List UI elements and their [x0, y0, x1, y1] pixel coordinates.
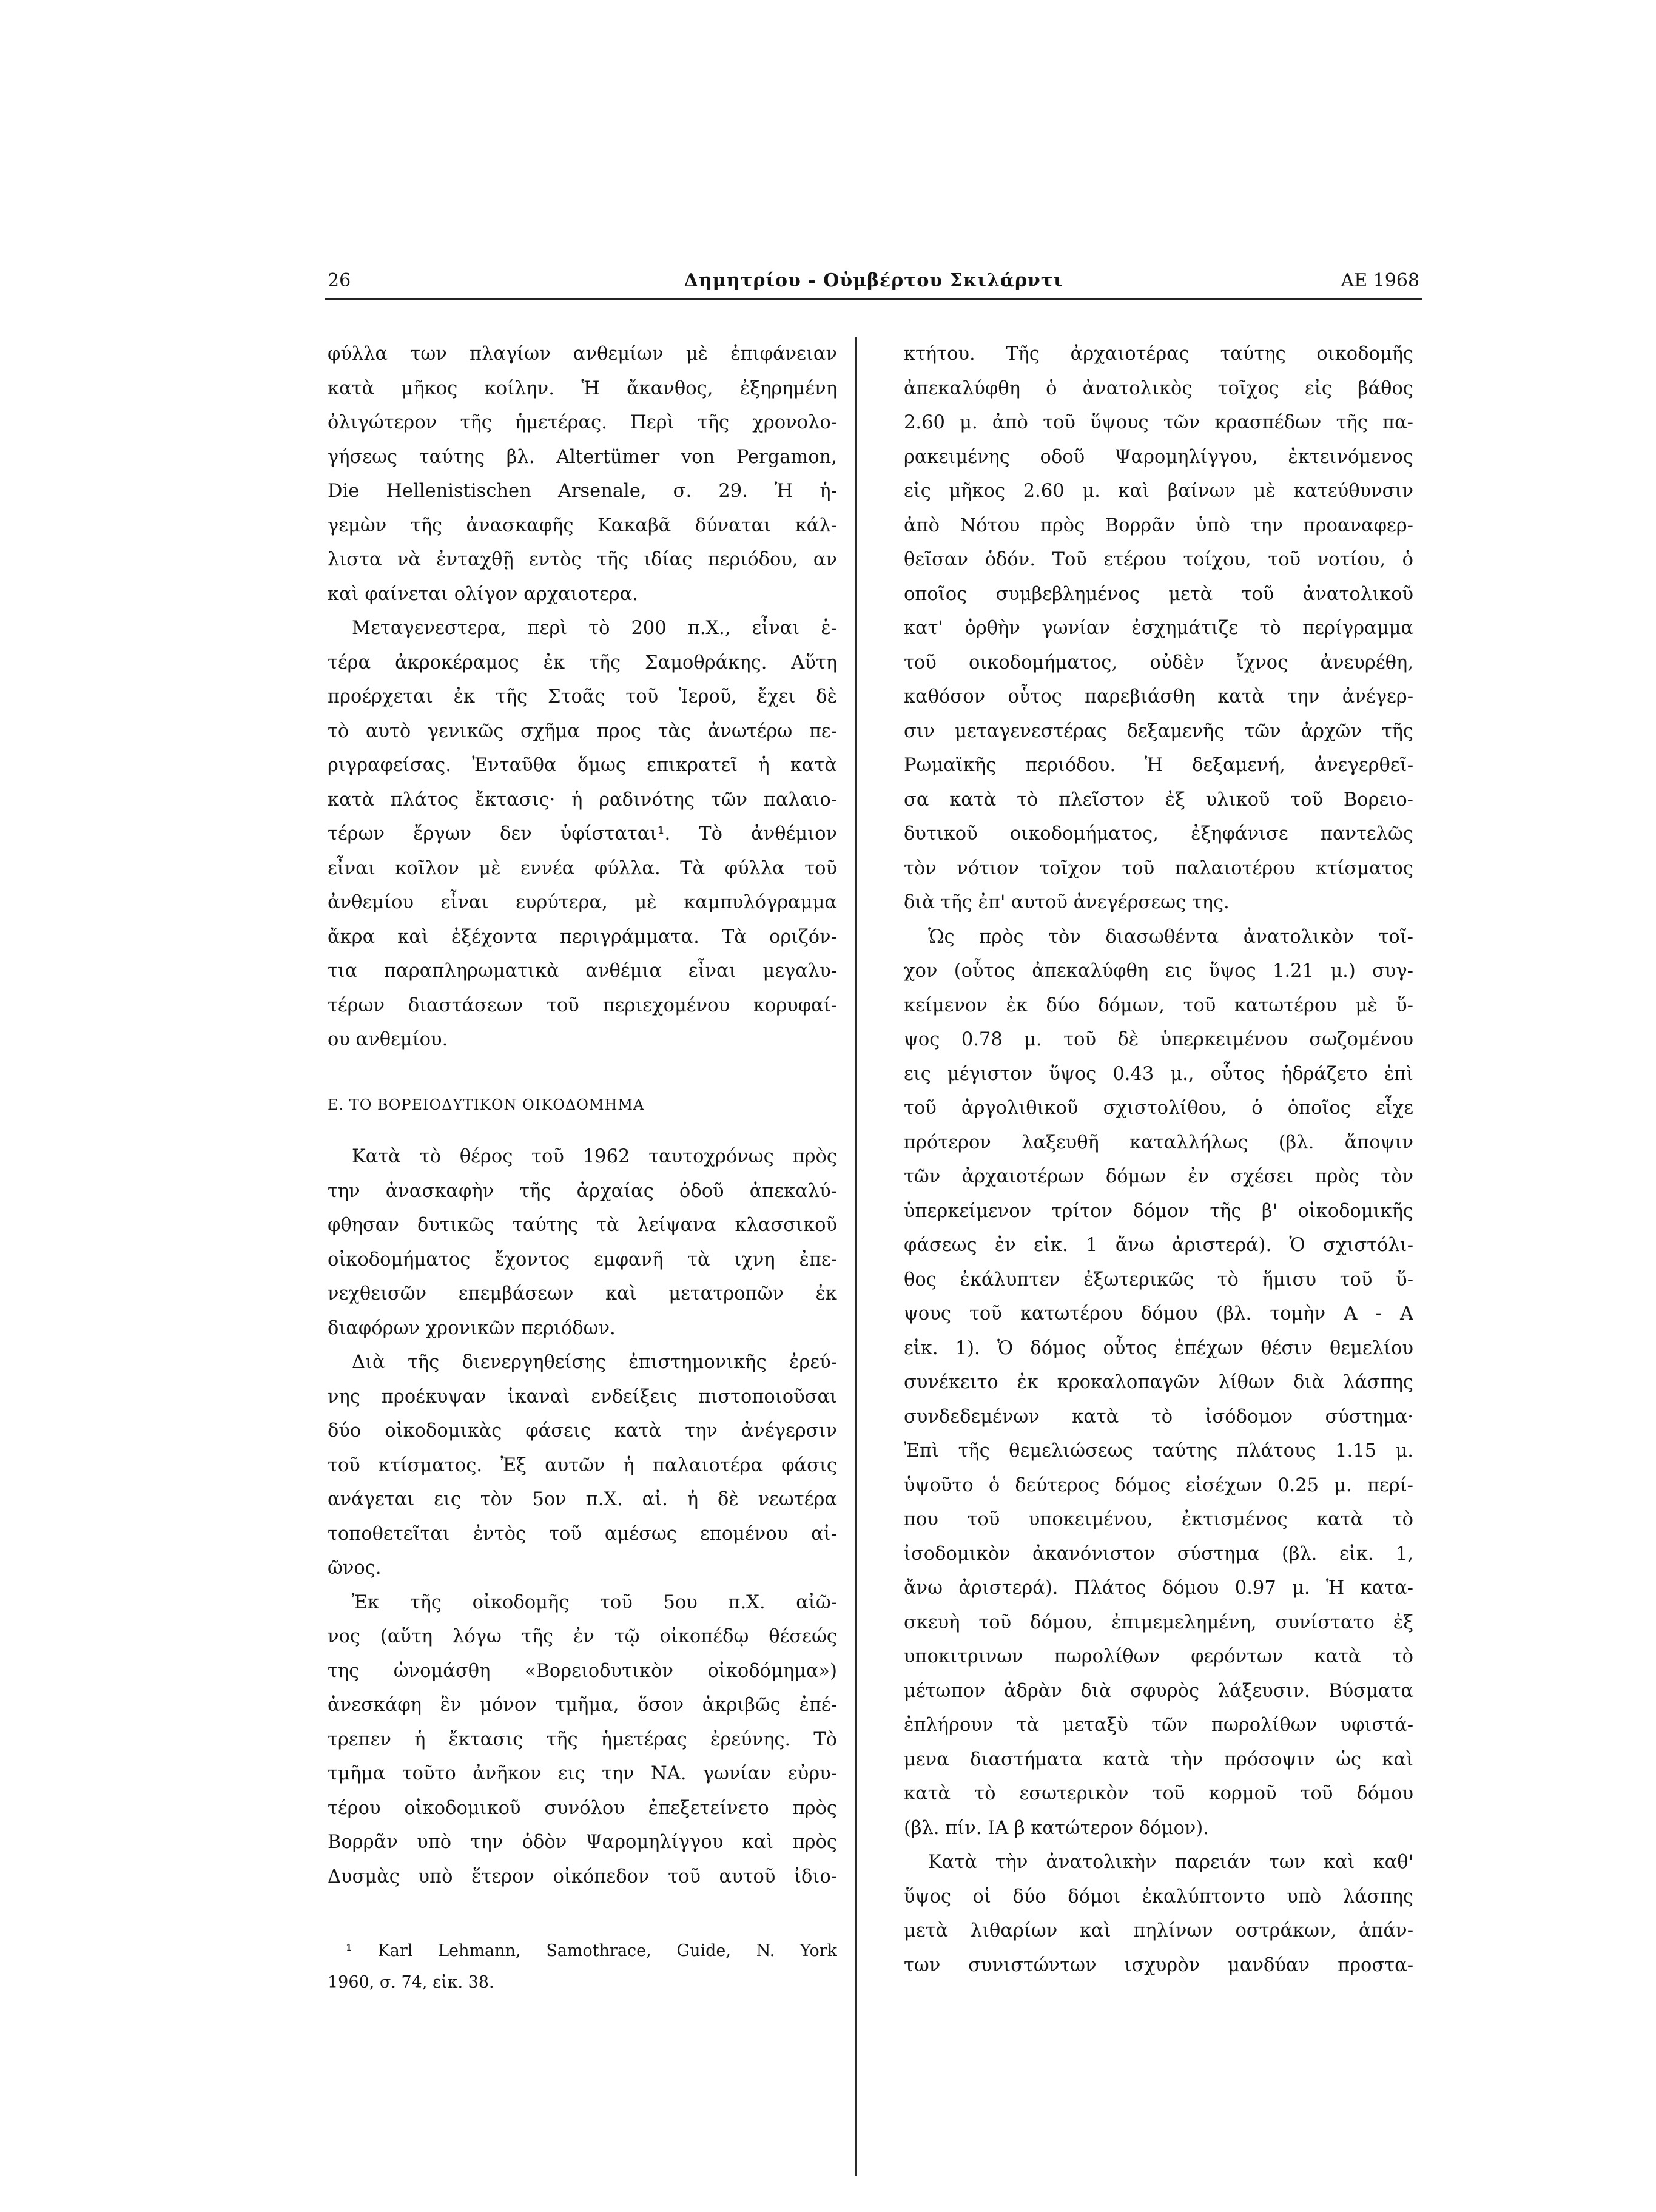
text-line: δυτικοῦ οικοδομήματος, ἐξηφάνισε παντελῶς: [904, 823, 1413, 845]
paragraph: [904, 337, 1413, 920]
text-line: ὑπερκείμενον τρίτον δόμον τῆς β' οἰκοδομικῆς: [904, 1200, 1413, 1222]
text-line: τοῦ ἀργολιθικοῦ σχιστολίθου, ὁ ὁποῖος εἶχε: [904, 1098, 1413, 1119]
text-line: ὕψος οἱ δύο δόμοι ἐκαλύπτοντο υπὸ λάσπης: [904, 1886, 1413, 1907]
text-line: πρότερον λαξευθῆ καταλλήλως (βλ. ἄποψιν: [904, 1131, 1413, 1153]
text-line: τέρων διαστάσεων τοῦ περιεχομένου κορυφαί-: [328, 994, 837, 1016]
text-line: ἀπὸ Νότου πρὸς Βορρᾶν ὑπὸ την προαναφερ-: [904, 514, 1413, 536]
text-line: εις μέγιστον ὕψος 0.43 μ., οὗτος ἡδράζετο ἐπὶ: [904, 1063, 1413, 1085]
paragraph: [328, 1346, 837, 1586]
text-line: τῶν ἀρχαιοτέρων δόμων ἐν σχέσει πρὸς τὸν: [904, 1166, 1413, 1187]
footnote-line: ¹ Karl Lehmann, Samothrace, Guide, N. York: [346, 1941, 837, 1960]
text-line: ὑψοῦτο ὁ δεύτερος δόμος εἰσέχων 0.25 μ. περί-: [904, 1474, 1413, 1496]
text-line: των συνιστώντων ισχυρὸν μανδύαν προστα-: [904, 1954, 1413, 1976]
text-line: Μεταγενεστερα, περὶ τὸ 200 π.Χ., εἶναι ἑ-: [352, 618, 837, 639]
text-line: τέρων ἔργων δεν ὑφίσταται¹. Τὸ ἀνθέμιον: [328, 823, 837, 845]
journal-label: ΑΕ 1968: [1341, 270, 1419, 291]
text-line: οποῖος συμβεβλημένος μετὰ τοῦ ἀνατολικοῦ: [904, 583, 1413, 605]
text-line: καθόσον οὗτος παρεβιάσθη κατὰ την ἀνέγερ-: [904, 686, 1413, 707]
text-line: τοῦ κτίσματος. Ἐξ αυτῶν ἡ παλαιοτέρα φάσις: [328, 1454, 837, 1476]
text-line: (βλ. πίν. ΙΑ β κατώτερον δόμον).: [904, 1817, 1209, 1839]
text-line: τὸν νότιον τοῖχον τοῦ παλαιοτέρου κτίσματος: [904, 857, 1413, 879]
text-line: ου ανθεμίου.: [328, 1029, 448, 1050]
paragraph: [904, 1846, 1413, 1983]
text-line: γήσεως ταύτης βλ. Altertümer von Pergamon,: [328, 446, 837, 468]
text-line: ῶνος.: [328, 1557, 382, 1579]
text-line: ρακειμένης οδοῦ Ψαρομηλίγγου, ἐκτεινόμενος: [904, 446, 1413, 468]
text-line: σκευὴ τοῦ δόμου, ἐπιμεμελημένη, συνίστατο ἐξ: [904, 1611, 1413, 1633]
text-line: ἰσοδομικὸν ἀκανόνιστον σύστημα (βλ. εἰκ. 1,: [904, 1543, 1413, 1565]
text-line: μετὰ λιθαρίων καὶ πηλίνων οστράκων, ἁπάν-: [904, 1920, 1413, 1941]
text-line: τμῆμα τοῦτο ἀνῆκον εις την ΝΑ. γωνίαν εὐρυ-: [328, 1763, 837, 1784]
text-line: ἄνω ἀριστερά). Πλάτος δόμου 0.97 μ. Ἡ κατα-: [904, 1577, 1413, 1599]
text-line: τια παραπληρωματικὰ ανθέμια εἶναι μεγαλυ-: [328, 960, 837, 982]
footnote-line: 1960, σ. 74, εἰκ. 38.: [328, 1973, 494, 1992]
text-line: διαφόρων χρονικῶν περιόδων.: [328, 1317, 616, 1339]
section-spacer: [328, 1057, 837, 1088]
text-line: Κατὰ τὴν ἀνατολικὴν παρειάν των καὶ καθ': [928, 1852, 1413, 1873]
text-line: συνέκειτο ἐκ κροκαλοπαγῶν λίθων διὰ λάσπης: [904, 1372, 1413, 1393]
text-line: λιστα νὰ ἐνταχθῇ εντὸς τῆς ιδίας περιόδου, αν: [328, 549, 837, 570]
text-line: κατὰ πλάτος ἔκτασις· ἡ ραδινότης τῶν παλαιο-: [328, 789, 837, 811]
text-line: Δυσμὰς υπὸ ἕτερον οἰκόπεδον τοῦ αυτοῦ ἰδιο-: [328, 1866, 837, 1887]
text-line: Ὡς πρὸς τὸν διασωθέντα ἀνατολικὸν τοῖ-: [928, 926, 1413, 948]
text-line: θος ἐκάλυπτεν ἐξωτερικῶς τὸ ἥμισυ τοῦ ὕ-: [904, 1269, 1413, 1290]
text-line: τὸ αυτὸ γενικῶς σχῆμα προς τὰς ἀνωτέρω πε-: [328, 720, 837, 742]
text-line: Ἐπὶ τῆς θεμελιώσεως ταύτης πλάτους 1.15 μ.: [904, 1440, 1413, 1462]
text-line: ριγραφείσας. Ἐνταῦθα ὅμως επικρατεῖ ἡ κατὰ: [328, 755, 837, 776]
text-line: τέρα ἀκροκέραμος ἐκ τῆς Σαμοθράκης. Αὕτη: [328, 652, 837, 673]
text-line: νος (αὕτη λόγω τῆς ἐν τῷ οἰκοπέδῳ θέσεώς: [328, 1626, 837, 1647]
text-line: προέρχεται ἐκ τῆς Στοᾶς τοῦ Ἱεροῦ, ἔχει δὲ: [328, 686, 837, 707]
running-head-authors: Δημητρίου - Οὐμβέρτου Σκιλάρντι: [684, 270, 1063, 291]
text-line: κατὰ τὸ εσωτερικὸν τοῦ κορμοῦ τοῦ δόμου: [904, 1783, 1413, 1804]
text-line: 2.60 μ. ἀπὸ τοῦ ὕψους τῶν κρασπέδων τῆς πα-: [904, 412, 1413, 433]
heading-spacer: [328, 1122, 837, 1140]
text-line: οἰκοδομήματος ἔχοντος εμφανῆ τὰ ιχνη ἐπε-: [328, 1249, 837, 1270]
text-line: γεμὼν τῆς ἀνασκαφῆς Κακαβᾶ δύναται κάλ-: [328, 514, 837, 536]
text-line: κατ' ὀρθὴν γωνίαν ἐσχημάτιζε τὸ περίγραμμα: [904, 618, 1413, 639]
text-line: σα κατὰ τὸ πλεῖστον ἐξ υλικοῦ τοῦ Βορειο-: [904, 789, 1413, 811]
text-line: υποκιτρινων πωρολίθων φερόντων κατὰ τὸ: [904, 1646, 1413, 1667]
text-line: νης προέκυψαν ἱκαναὶ ενδείξεις πιστοποιοῦσαι: [328, 1386, 837, 1408]
text-line: σιν μεταγενεστέρας δεξαμενῆς τῶν ἀρχῶν τῆς: [904, 720, 1413, 742]
text-line: διὰ τῆς ἐπ' αυτοῦ ἀνεγέρσεως της.: [904, 892, 1230, 913]
column-divider: [855, 337, 857, 2176]
text-line: τοποθετεῖται ἐντὸς τοῦ αμέσως επομένου αἰ-: [328, 1523, 837, 1545]
right-column: [904, 337, 1413, 1983]
text-line: Ρωμαϊκῆς περιόδου. Ἡ δεξαμενή, ἀνεγερθεῖ-: [904, 755, 1413, 776]
text-line: Ἐκ τῆς οἰκοδομῆς τοῦ 5ου π.Χ. αἰῶ-: [352, 1591, 837, 1613]
left-column: [328, 337, 837, 1998]
text-line: την ἀνασκαφὴν τῆς ἀρχαίας ὁδοῦ ἀπεκαλύ-: [328, 1180, 837, 1202]
text-line: ψος 0.78 μ. τοῦ δὲ ὑπερκειμένου σωζομένου: [904, 1029, 1413, 1050]
text-line: εἶναι κοῖλον μὲ εννέα φύλλα. Τὰ φύλλα τοῦ: [328, 857, 837, 879]
text-line: φθησαν δυτικῶς ταύτης τὰ λείψανα κλασσικοῦ: [328, 1215, 837, 1236]
text-line: που τοῦ υποκειμένου, ἐκτισμένος κατὰ τὸ: [904, 1509, 1413, 1530]
text-line: θεῖσαν ὁδόν. Τοῦ ετέρου τοίχου, τοῦ νοτίου, ὁ: [904, 549, 1413, 570]
text-line: ανάγεται εις τὸν 5ον π.Χ. αἰ. ἡ δὲ νεωτέρα: [328, 1489, 837, 1510]
text-line: Κατὰ τὸ θέρος τοῦ 1962 ταυτοχρόνως πρὸς: [352, 1146, 837, 1167]
paragraph: [904, 920, 1413, 1846]
text-line: συνδεδεμένων κατὰ τὸ ἰσόδομον σύστημα·: [904, 1406, 1413, 1428]
text-line: ἀνθεμίου εἶναι ευρύτερα, μὲ καμπυλόγραμμα: [328, 892, 837, 913]
text-line: μενα διαστήματα κατὰ τὴν πρόσοψιν ὡς καὶ: [904, 1748, 1413, 1770]
text-line: χον (οὗτος ἀπεκαλύφθη εις ὕψος 1.21 μ.) συγ-: [904, 960, 1413, 982]
paragraph: [328, 1140, 837, 1346]
footnote-spacer: [328, 1894, 837, 1935]
paragraph: [328, 612, 837, 1057]
footnote: [328, 1935, 837, 1998]
text-line: φάσεως ἐν εἰκ. 1 ἄνω ἀριστερά). Ὁ σχιστόλι-: [904, 1235, 1413, 1256]
text-line: δύο οἰκοδομικὰς φάσεις κατὰ την ἀνέγερσιν: [328, 1420, 837, 1442]
text-line: ἀπεκαλύφθη ὁ ἀνατολικὸς τοῖχος εἰς βάθος: [904, 377, 1413, 399]
text-line: ἄκρα καὶ ἐξέχοντα περιγράμματα. Τὰ οριζόν-: [328, 926, 837, 948]
header-rule: [325, 298, 1422, 300]
text-line: κείμενον ἐκ δύο δόμων, τοῦ κατωτέρου μὲ ὕ-: [904, 994, 1413, 1016]
text-line: καὶ φαίνεται ολίγον αρχαιοτερα.: [328, 583, 638, 605]
text-line: εἰς μῆκος 2.60 μ. καὶ βαίνων μὲ κατεύθυνσιν: [904, 481, 1413, 502]
text-line: της ὠνομάσθη «Βορειοδυτικὸν οἰκοδόμημα»): [328, 1660, 837, 1682]
page-number: 26: [328, 270, 351, 291]
text-line: ἀνεσκάφη ἓν μόνον τμῆμα, ὅσον ἀκριβῶς ἐπέ-: [328, 1694, 837, 1716]
text-line: νεχθεισῶν επεμβάσεων καὶ μετατροπῶν ἐκ: [328, 1283, 837, 1304]
text-line: τοῦ οικοδομήματος, οὐδὲν ἴχνος ἀνευρέθη,: [904, 652, 1413, 673]
text-line: ψους τοῦ κατωτέρου δόμου (βλ. τομὴν Α - Α: [904, 1303, 1413, 1324]
text-line: μέτωπον ἀδρὰν διὰ σφυρὸς λάξευσιν. Βύσματα: [904, 1680, 1413, 1702]
text-line: ἐπλήρουν τὰ μεταξὺ τῶν πωρολίθων υφιστά-: [904, 1715, 1413, 1736]
paragraph: [328, 337, 837, 612]
text-line: φύλλα των πλαγίων ανθεμίων μὲ ἐπιφάνειαν: [328, 343, 837, 365]
text-line: ὀλιγώτερον τῆς ἡμετέρας. Περὶ τῆς χρονολο-: [328, 412, 837, 433]
text-line: εἰκ. 1). Ὁ δόμος οὗτος ἐπέχων θέσιν θεμελίου: [904, 1337, 1413, 1359]
text-line: κατὰ μῆκος κοίλην. Ἡ ἄκανθος, ἐξηρημένη: [328, 377, 837, 399]
text-line: κτήτου. Τῆς ἀρχαιοτέρας ταύτης οικοδομῆς: [904, 343, 1413, 365]
text-line: τρεπεν ἡ ἔκτασις τῆς ἡμετέρας ἐρεύνης. Τὸ: [328, 1728, 837, 1750]
text-line: Διὰ τῆς διενεργηθείσης ἐπιστημονικῆς ἐρεύ-: [352, 1352, 837, 1373]
text-line: τέρου οἰκοδομικοῦ συνόλου ἐπεξετείνετο πρὸς: [328, 1797, 837, 1819]
text-line: Βορρᾶν υπὸ την ὁδὸν Ψαρομηλίγγου καὶ πρὸς: [328, 1832, 837, 1853]
section-heading: Ε. ΤΟ ΒΟΡΕΙΟΔΥΤΙΚΟΝ ΟΙΚΟΔΟΜΗΜΑ: [328, 1096, 645, 1113]
paragraph: [328, 1586, 837, 1895]
running-head: [328, 266, 1419, 296]
text-line: Die Hellenistischen Arsenale, σ. 29. Ἡ ἡ-: [328, 481, 837, 502]
